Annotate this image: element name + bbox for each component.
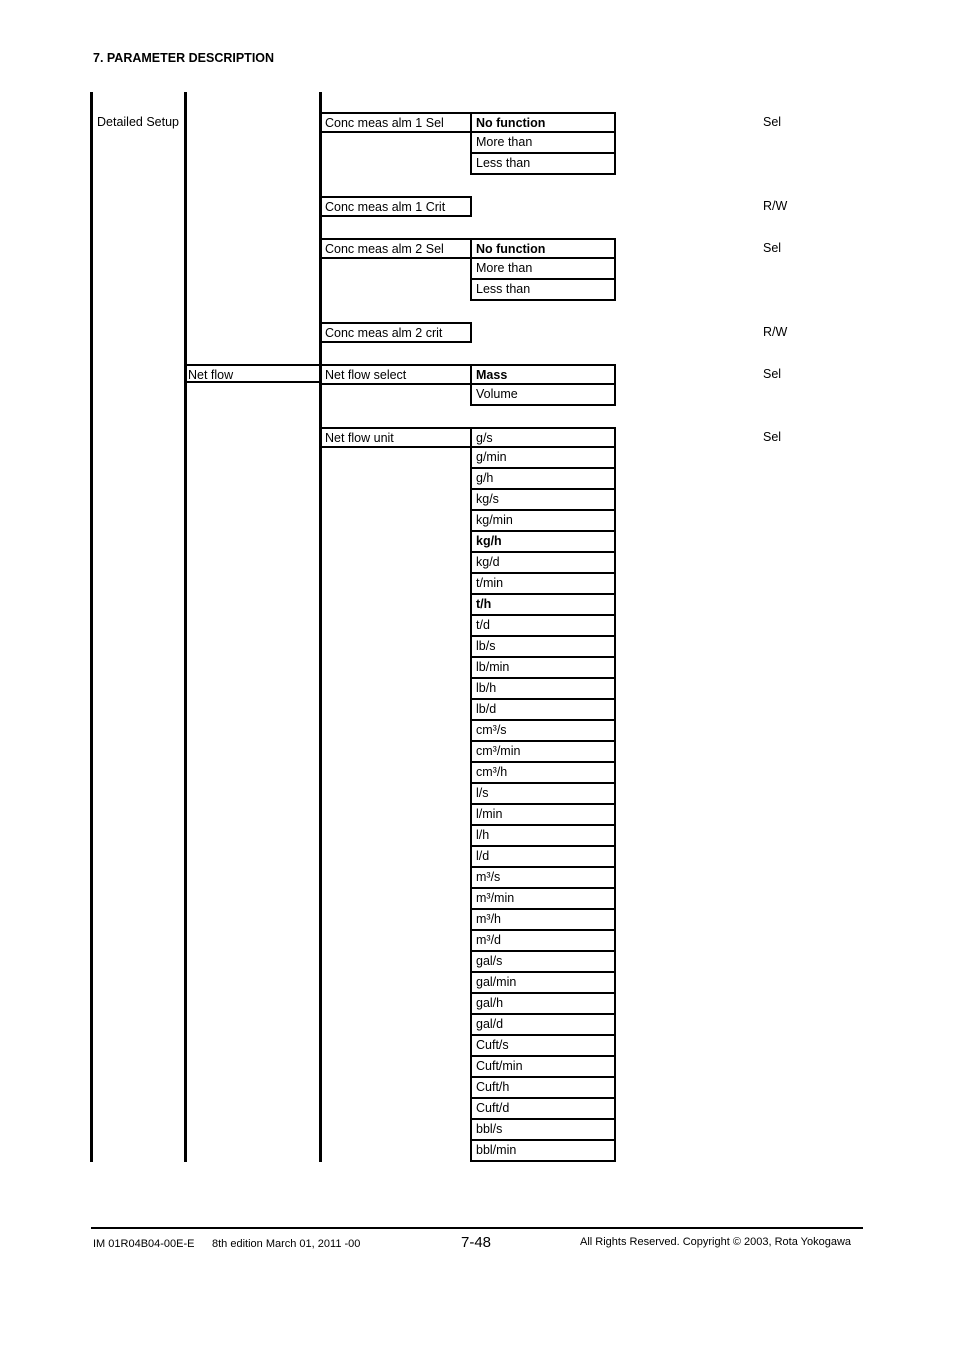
footer-edition: 8th edition March 01, 2011 -00	[212, 1238, 361, 1250]
footer-copyright: All Rights Reserved. Copyright © 2003, Rota Yokogawa	[580, 1236, 852, 1248]
option-item: Less than	[470, 154, 616, 175]
option-item: Cuft/s	[470, 1036, 616, 1057]
tree-line-level2	[184, 92, 187, 1162]
option-item: m³/s	[470, 868, 616, 889]
net-flow-label: Net flow	[188, 368, 234, 382]
option-item: Cuft/h	[470, 1078, 616, 1099]
param-access: R/W	[763, 325, 788, 339]
param-name: Conc meas alm 2 Sel	[320, 238, 472, 259]
option-item: t/h	[470, 595, 616, 616]
option-item: l/h	[470, 826, 616, 847]
option-item: l/s	[470, 784, 616, 805]
option-item: lb/min	[470, 658, 616, 679]
option-item: More than	[470, 133, 616, 154]
param-name: Net flow unit	[320, 427, 472, 448]
option-item: bbl/min	[470, 1141, 616, 1162]
param-name: Conc meas alm 1 Crit	[320, 196, 472, 217]
option-item: t/min	[470, 574, 616, 595]
option-item: t/d	[470, 616, 616, 637]
option-item: cm³/min	[470, 742, 616, 763]
option-item: gal/min	[470, 973, 616, 994]
option-item: m³/min	[470, 889, 616, 910]
param-access: Sel	[763, 430, 782, 444]
option-item: cm³/s	[470, 721, 616, 742]
option-item: gal/d	[470, 1015, 616, 1036]
param-access: Sel	[763, 115, 782, 129]
option-item: kg/h	[470, 532, 616, 553]
param-access: Sel	[763, 367, 782, 381]
tree-line-level1	[90, 92, 93, 1162]
param-name: Net flow select	[320, 364, 472, 385]
option-item: lb/d	[470, 700, 616, 721]
option-item: kg/min	[470, 511, 616, 532]
option-item: g/min	[470, 448, 616, 469]
option-item: g/s	[470, 427, 616, 448]
page-number: 7-48	[461, 1234, 492, 1251]
section-title: 7. PARAMETER DESCRIPTION	[93, 51, 275, 65]
footer-doc-id: IM 01R04B04-00E-E	[93, 1238, 195, 1250]
option-item: kg/s	[470, 490, 616, 511]
option-item: Volume	[470, 385, 616, 406]
option-item: Mass	[470, 364, 616, 385]
option-item: lb/s	[470, 637, 616, 658]
param-name: Conc meas alm 2 crit	[320, 322, 472, 343]
param-access: R/W	[763, 199, 788, 213]
option-item: kg/d	[470, 553, 616, 574]
option-item: l/min	[470, 805, 616, 826]
param-access: Sel	[763, 241, 782, 255]
tree-label-detailed-setup: Detailed Setup	[97, 115, 180, 129]
option-item: Cuft/d	[470, 1099, 616, 1120]
option-item: g/h	[470, 469, 616, 490]
option-item: Cuft/min	[470, 1057, 616, 1078]
param-name: Conc meas alm 1 Sel	[320, 112, 472, 133]
option-item: cm³/h	[470, 763, 616, 784]
footer-divider	[91, 1227, 863, 1229]
option-item: No function	[470, 238, 616, 259]
option-item: gal/h	[470, 994, 616, 1015]
option-item: m³/d	[470, 931, 616, 952]
option-item: lb/h	[470, 679, 616, 700]
option-item: bbl/s	[470, 1120, 616, 1141]
option-item: No function	[470, 112, 616, 133]
option-item: m³/h	[470, 910, 616, 931]
option-item: gal/s	[470, 952, 616, 973]
option-item: l/d	[470, 847, 616, 868]
tree-label-net-flow	[185, 364, 321, 383]
option-item: Less than	[470, 280, 616, 301]
option-item: More than	[470, 259, 616, 280]
